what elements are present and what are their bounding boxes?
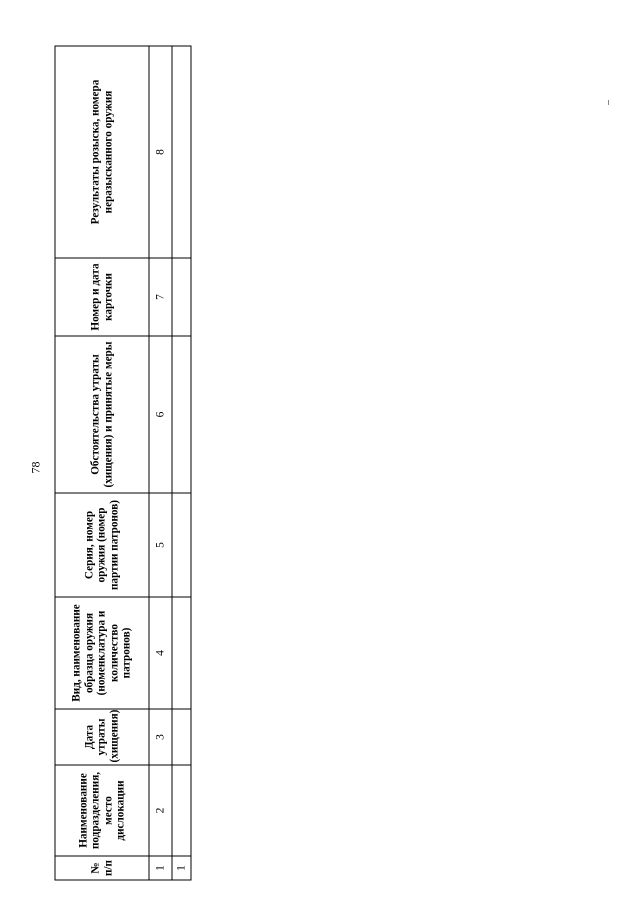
column-number: 7 (149, 258, 172, 336)
table-cell (172, 258, 192, 336)
column-number: 5 (149, 493, 172, 597)
table-cell (172, 336, 192, 493)
scan-mark (608, 100, 609, 105)
header-row (55, 46, 149, 880)
table-cell: 1 (172, 856, 192, 880)
column-number: 1 (149, 856, 172, 880)
column-number: 8 (149, 46, 172, 258)
header-cell-card: Номер и дата карточки (55, 258, 149, 336)
header-cell-number: № п/п (55, 856, 149, 880)
header-cell-weapon-type: Вид, наименование образца оружия (номенклатура и количество патронов) (55, 597, 149, 709)
table-row (172, 46, 192, 880)
column-number: 6 (149, 336, 172, 493)
rotated-table-container (55, 47, 192, 881)
table-cell (172, 46, 192, 258)
header-cell-serial: Серия, номер оружия (номер партии патронов) (55, 493, 149, 597)
column-number: 4 (149, 597, 172, 709)
column-number-row (149, 46, 172, 880)
table-cell (172, 597, 192, 709)
header-cell-results: Результаты розыска, номера неразысканного оружия (55, 46, 149, 258)
page-number: 78 (28, 461, 43, 474)
table-cell (172, 493, 192, 597)
header-cell-date: Дата утраты (хищения) (55, 709, 149, 765)
table-cell (172, 765, 192, 856)
column-number: 3 (149, 709, 172, 765)
lost-weapons-table (55, 46, 192, 881)
table-cell (172, 709, 192, 765)
header-cell-unit: Наименование подразделения, место дислокации (55, 765, 149, 856)
column-number: 2 (149, 765, 172, 856)
header-cell-circumstances: Обстоятельства утраты (хищения) и принятые меры (55, 336, 149, 493)
